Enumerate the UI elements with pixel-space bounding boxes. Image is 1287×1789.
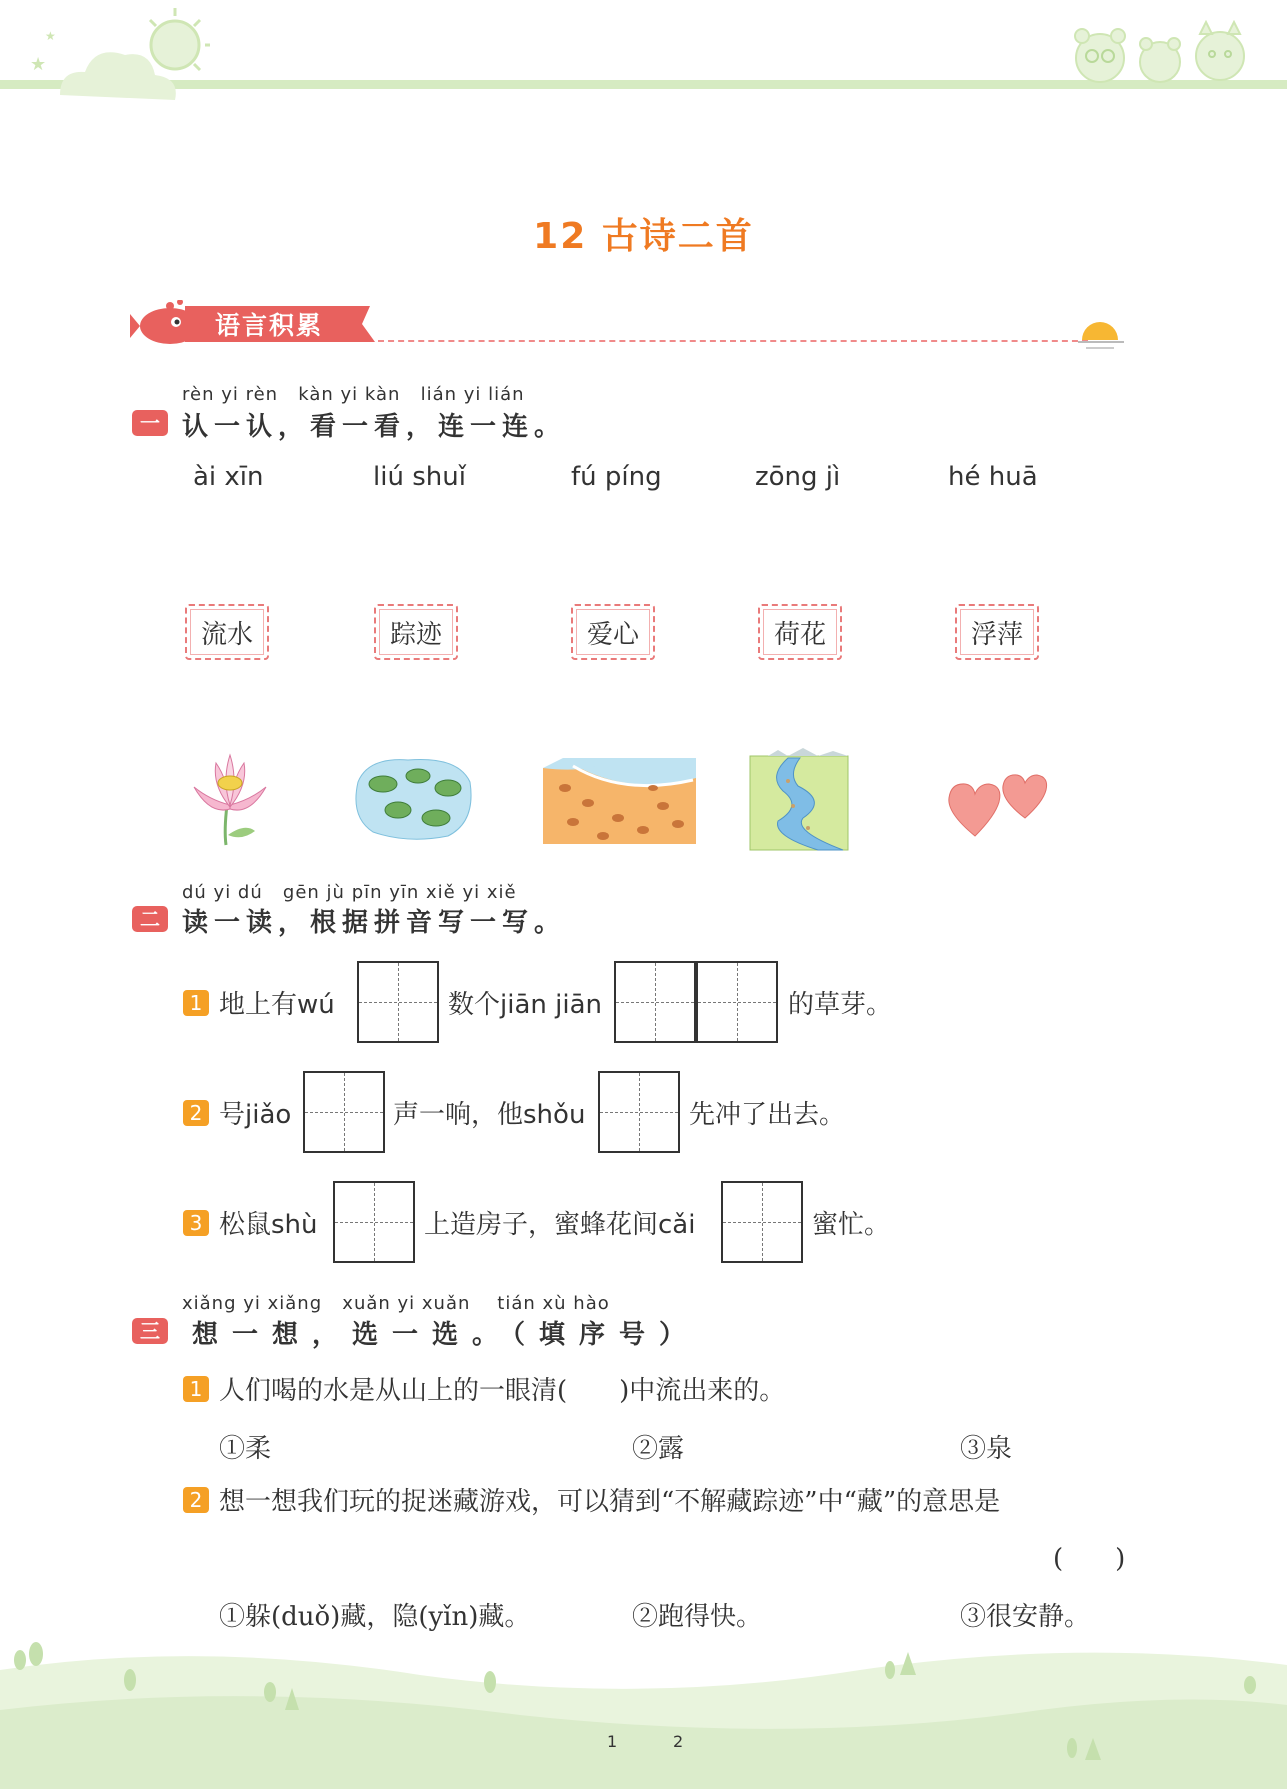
- q1-title: 认一认，看一看，连一连。: [182, 412, 567, 442]
- option[interactable]: ①躲(duǒ)藏，隐(yǐn)藏。: [219, 1602, 531, 1632]
- q1-pinyin: rèn yi rèn kàn yi kàn lián yi lián: [182, 384, 525, 405]
- option[interactable]: ①柔: [219, 1434, 272, 1464]
- answer-parentheses[interactable]: ( ): [1053, 1544, 1126, 1574]
- writing-grid[interactable]: [303, 1071, 385, 1153]
- section-label: 语言积累: [215, 311, 324, 340]
- item-text: 松鼠shù: [219, 1210, 318, 1240]
- word-card[interactable]: 荷花: [758, 604, 842, 660]
- sun-cloud-decoration: [20, 0, 210, 115]
- item-badge: 2: [183, 1100, 209, 1126]
- option[interactable]: ②跑得快。: [632, 1602, 763, 1632]
- sunset-icon: [1078, 308, 1128, 358]
- item-text: 数个jiān jiān: [448, 990, 602, 1020]
- option[interactable]: ③很安静。: [960, 1602, 1091, 1632]
- word-card[interactable]: 爱心: [571, 604, 655, 660]
- word-card[interactable]: 浮萍: [955, 604, 1039, 660]
- word-card[interactable]: 流水: [185, 604, 269, 660]
- q2-number-badge: 二: [132, 906, 168, 932]
- pinyin-word[interactable]: zōng jì: [755, 462, 841, 492]
- river-stream-image[interactable]: [748, 746, 850, 852]
- svg-text:★: ★: [45, 29, 56, 43]
- svg-text:★: ★: [30, 54, 47, 75]
- item-text: 号jiǎo: [219, 1100, 292, 1130]
- pinyin-word[interactable]: fú píng: [571, 462, 662, 492]
- animal-faces-decoration: [1060, 20, 1260, 85]
- footer-hills: [0, 1630, 1287, 1789]
- page-number-right: 2: [673, 1732, 684, 1751]
- writing-grid[interactable]: [357, 961, 439, 1043]
- writing-grid[interactable]: [614, 961, 696, 1043]
- pinyin-word[interactable]: liú shuǐ: [373, 462, 466, 492]
- option[interactable]: ②露: [632, 1434, 685, 1464]
- q3-title: 想一想，选一选。（填序号）: [192, 1320, 700, 1350]
- q2-title: 读一读，根据拼音写一写。: [182, 908, 567, 938]
- question-text: 想一想我们玩的捉迷藏游戏，可以猜到“不解藏踪迹”中“藏”的意思是: [219, 1487, 1001, 1517]
- writing-grid[interactable]: [598, 1071, 680, 1153]
- item-badge: 3: [183, 1210, 209, 1236]
- q3-number-badge: 三: [132, 1318, 168, 1344]
- writing-grid[interactable]: [333, 1181, 415, 1263]
- writing-grid[interactable]: [721, 1181, 803, 1263]
- item-text: 先冲了出去。: [689, 1100, 846, 1130]
- pinyin-word[interactable]: hé huā: [948, 462, 1038, 492]
- item-text: 蜜忙。: [812, 1210, 891, 1240]
- question-text: 人们喝的水是从山上的一眼清( )中流出来的。: [219, 1376, 786, 1406]
- option[interactable]: ③泉: [960, 1434, 1013, 1464]
- pinyin-word[interactable]: ài xīn: [193, 462, 264, 492]
- q3-pinyin: xiǎng yi xiǎng xuǎn yi xuǎn tián xù hào: [182, 1293, 610, 1314]
- page-number-left: 1: [607, 1732, 618, 1751]
- item-text: 的草芽。: [788, 990, 893, 1020]
- item-badge: 1: [183, 990, 209, 1016]
- item-badge: 2: [183, 1487, 209, 1513]
- q2-pinyin: dú yi dú gēn jù pīn yīn xiě yi xiě: [182, 882, 517, 903]
- hearts-image[interactable]: [945, 768, 1057, 838]
- item-text: 声一响，他shǒu: [393, 1100, 586, 1130]
- q1-number-badge: 一: [132, 410, 168, 436]
- duckweed-pond-image[interactable]: [348, 752, 478, 844]
- lotus-flower-image[interactable]: [180, 745, 280, 850]
- section-divider: [378, 340, 1088, 342]
- word-card[interactable]: 踪迹: [374, 604, 458, 660]
- item-badge: 1: [183, 1376, 209, 1402]
- writing-grid[interactable]: [696, 961, 778, 1043]
- item-text: 地上有wú: [219, 990, 335, 1020]
- footprints-path-image[interactable]: [543, 758, 696, 844]
- page-title: 12 古诗二首: [533, 216, 754, 257]
- item-text: 上造房子，蜜蜂花间cǎi: [424, 1210, 696, 1240]
